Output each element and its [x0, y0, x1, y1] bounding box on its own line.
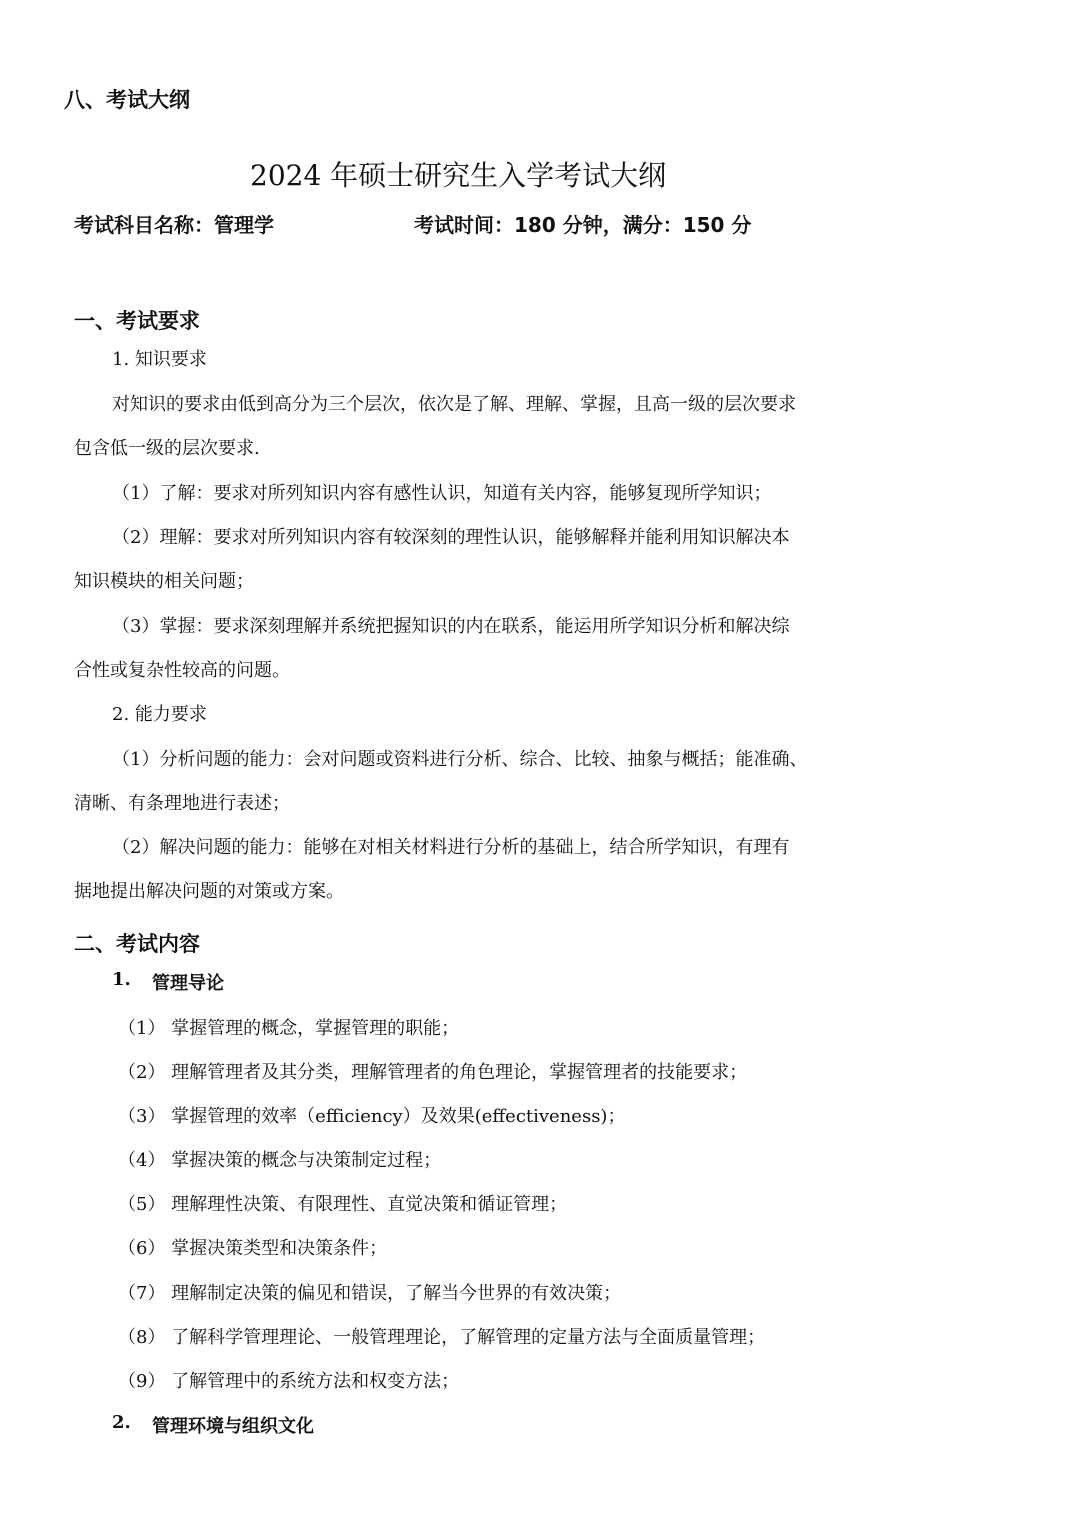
knowledge-item-3-line1: （3）掌握：要求深刻理解并系统把握知识的内在联系，能运用所学知识分析和解决综	[112, 616, 790, 637]
knowledge-item-2-line2: 知识模块的相关问题；	[74, 571, 254, 592]
chapter1-title: 管理导论	[152, 973, 224, 994]
chapter1-item: （4） 掌握决策的概念与决策制定过程；	[118, 1150, 442, 1171]
ability-item-2-line2: 据地提出解决问题的对策或方案。	[74, 881, 344, 902]
knowledge-intro-line2: 包含低一级的层次要求.	[74, 438, 260, 459]
ability-item-2-line1: （2）解决问题的能力：能够在对相关材料进行分析的基础上，结合所学知识，有理有	[112, 837, 790, 858]
section-heading: 八、考试大纲	[64, 88, 190, 112]
chapter1-item: （5） 理解理性决策、有限理性、直觉决策和循证管理；	[118, 1194, 568, 1215]
chapter2-title: 管理环境与组织文化	[152, 1416, 314, 1437]
chapter1-item: （6） 掌握决策类型和决策条件；	[118, 1238, 388, 1259]
chapter1-item: （3） 掌握管理的效率（efficiency）及效果(effectiveness)；	[118, 1106, 626, 1127]
chapter1-item: （1） 掌握管理的概念，掌握管理的职能；	[118, 1018, 460, 1039]
ability-title: 2. 能力要求	[112, 704, 207, 725]
part2-heading: 二、考试内容	[74, 932, 200, 956]
document-title: 2024 年硕士研究生入学考试大纲	[250, 159, 667, 192]
knowledge-intro-line1: 对知识的要求由低到高分为三个层次，依次是了解、理解、掌握，且高一级的层次要求	[112, 394, 796, 415]
exam-time-score: 考试时间：180 分钟，满分：150 分	[414, 213, 752, 237]
part1-heading: 一、考试要求	[74, 309, 200, 333]
chapter1-item: （9） 了解管理中的系统方法和权变方法；	[118, 1371, 460, 1392]
chapter1-number: 1.	[112, 969, 131, 990]
chapter2-number: 2.	[112, 1412, 131, 1433]
chapter1-item: （2） 理解管理者及其分类，理解管理者的角色理论，掌握管理者的技能要求；	[118, 1062, 748, 1083]
knowledge-item-2-line1: （2）理解：要求对所列知识内容有较深刻的理性认识，能够解释并能利用知识解决本	[112, 527, 790, 548]
knowledge-item-1: （1）了解：要求对所列知识内容有感性认识，知道有关内容，能够复现所学知识；	[112, 483, 772, 504]
ability-item-1-line1: （1）分析问题的能力：会对问题或资料进行分析、综合、比较、抽象与概括；能准确、	[112, 749, 808, 770]
ability-item-1-line2: 清晰、有条理地进行表述；	[74, 793, 290, 814]
chapter1-item: （7） 理解制定决策的偏见和错误，了解当今世界的有效决策；	[118, 1283, 622, 1304]
exam-subject: 考试科目名称：管理学	[74, 213, 274, 237]
chapter1-item: （8） 了解科学管理理论、一般管理理论，了解管理的定量方法与全面质量管理；	[118, 1327, 766, 1348]
knowledge-item-3-line2: 合性或复杂性较高的问题。	[74, 660, 290, 681]
knowledge-title: 1. 知识要求	[112, 349, 207, 370]
